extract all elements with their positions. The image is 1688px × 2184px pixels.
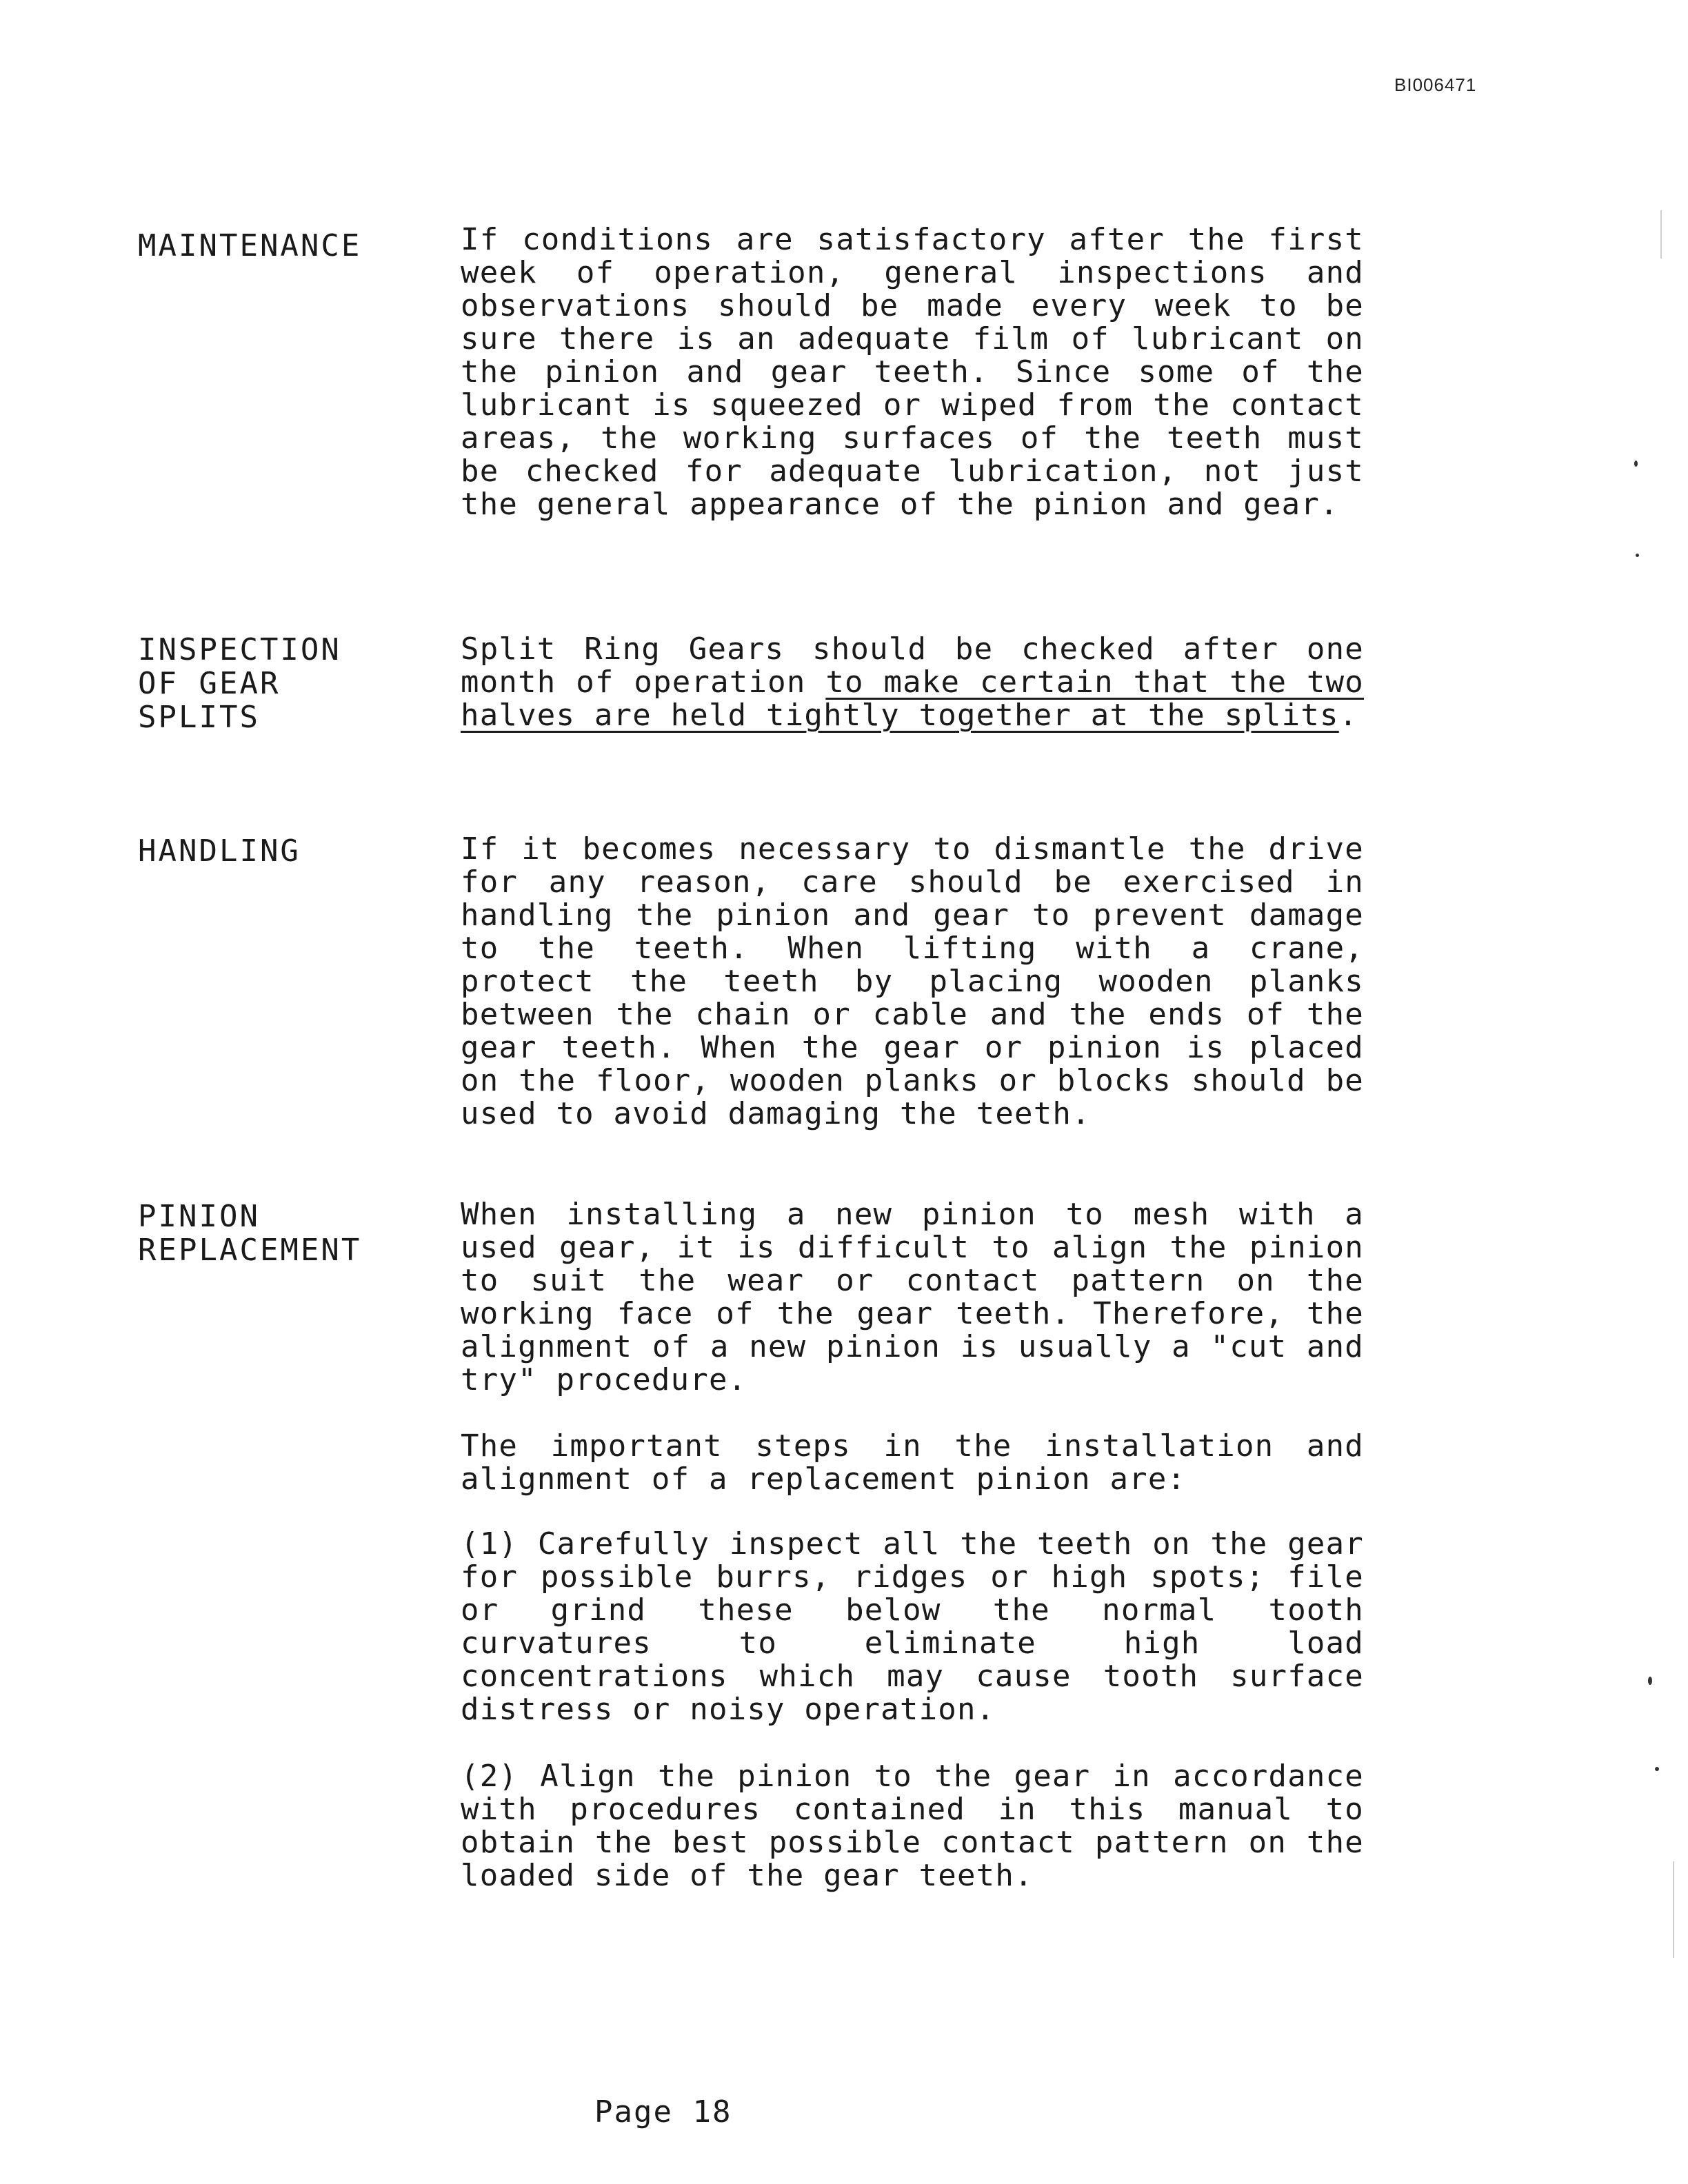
scan-speck [1655, 1767, 1659, 1771]
pinion-replacement-step-1: (1) Carefully inspect all the teeth on the gear for possible burrs, ridges or high spots; file or grind these below the normal tooth curvatures to eliminate high load concentrations which may cause tooth surface distress or noisy operation. [461, 1526, 1364, 1727]
document-id: BI006471 [1394, 74, 1477, 95]
pinion-replacement-paragraph-1: When installing a new pinion to mesh with a used gear, it is difficult to align the pinion to suit the wear or contact pattern on the working face of the gear teeth. Therefore, the alignment of a new pinion is usually a "cut and try" procedure. [461, 1197, 1364, 1397]
scan-edge-mark [1660, 210, 1662, 259]
inspection-paragraph-period: . [1338, 698, 1358, 733]
scan-speck [1648, 1677, 1652, 1685]
inspection-paragraph [461, 633, 1364, 732]
scan-edge-mark [1673, 1861, 1674, 1958]
section-heading-handling: HANDLING [138, 833, 301, 869]
pinion-replacement-paragraph-2: The important steps in the installation and alignment of a replacement pinion are: [461, 1428, 1364, 1497]
handling-paragraph: If it becomes necessary to dismantle the drive for any reason, care should be exercised in handling the pinion and gear to prevent damage to the teeth. When lifting with a crane, protect the teeth by placing wooden planks between the chain or cable and the ends of the gear teeth. When the gear or pinion is placed on the floor, wooden planks or blocks should be used to avoid damaging the teeth. [461, 831, 1364, 1131]
scan-speck [1636, 554, 1639, 557]
section-heading-pinion-replacement: PINION REPLACEMENT [138, 1199, 362, 1268]
pinion-replacement-step-2: (2) Align the pinion to the gear in accordance with procedures contained in this manual to obtain the best possible contact pattern on the loaded side of the gear teeth. [461, 1759, 1364, 1893]
scan-speck [1634, 461, 1638, 467]
section-heading-inspection-of-gear-splits: INSPECTION OF GEAR SPLITS [138, 632, 341, 735]
page-number: Page 18 [594, 2094, 732, 2130]
section-heading-maintenance: MAINTENANCE [138, 228, 362, 263]
inspection-paragraph-text: Split Ring Gears should be checked after one month of operation [461, 631, 1364, 700]
inspection-paragraph-underlined-text: to make certain that the two halves are held tightly together at the splits [461, 665, 1364, 733]
maintenance-paragraph: If conditions are satisfactory after the first week of operation, general inspections and observations should be made every week to be sure there is an adequate film of lubricant on the pinion and gear teeth. Since some of the lubricant is squeezed or wiped from the contact areas, the working surfaces of the teeth must be checked for adequate lubrication, not just the general appearance of the pinion and gear. [461, 222, 1364, 522]
